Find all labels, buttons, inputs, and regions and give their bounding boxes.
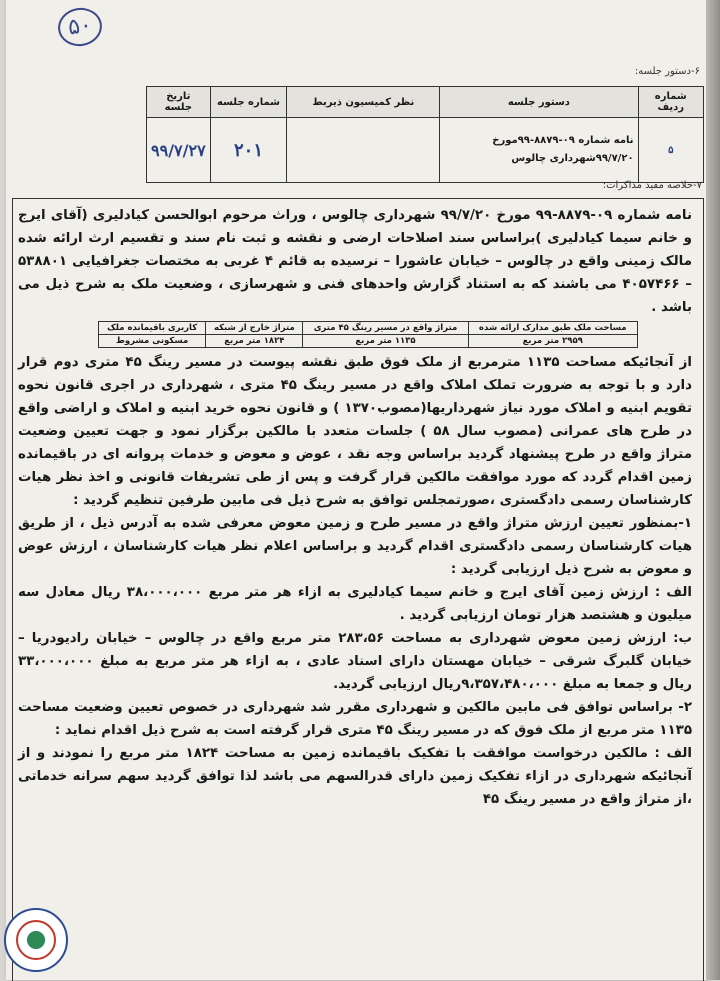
paragraph-item-1a: الف : ارزش زمین آقای ایرج و خانم سیما کیادلیری به ازاء هر متر مربع ۳۸،۰۰۰،۰۰۰ ریال معادل سه میلیون و هشتصد هزار تومان ارزیابی گردید . — [18, 585, 692, 623]
intro-paragraph: نامه شماره ۰۹-۸۸۷۹-۹۹ مورخ ۹۹/۷/۲۰ شهرداری چالوس ، وراث مرحوم ابوالحسن کیادلیری (آقای ایرج و خانم سیما کیادلیری )براساس سند اصلاحات ارضی و نقشه و ثبت نام سند و تقسیم ارث ارائه شده مالک زمینی واقع در چالوس – خیابان عاشورا – نرسیده به قائم ۴ غربی به مختصات جغرافیایی ۵۳۸۸۰۱ – ۴۰۵۷۴۶۶ می باشند که به استناد گزارش واحدهای فنی و شهرسازی ، وضعیت ملک به شرح ذیل می باشد . — [18, 208, 692, 315]
paragraph-item-2a: الف : مالکین درخواست موافقت با تفکیک باقیمانده زمین به مساحت ۱۸۲۴ متر مربع را نمودند و از آنجائیکه شهرداری در ازاء تفکیک زمین دارای قدرالسهم می باشد لذا توافق گردید سهم سرانه خدماتی ،از متراژ واقع در مسیر رینگ ۴۵ — [18, 746, 693, 807]
property-table-row — [99, 335, 638, 348]
row-number: ۵ — [638, 118, 703, 183]
agenda-section-label: ۶-دستور جلسه: — [634, 66, 700, 77]
property-usage: مسکونی مشروط — [99, 335, 206, 348]
agenda-table-row — [147, 118, 704, 183]
minutes-content — [18, 204, 692, 811]
property-area: ۲۹۵۹ متر مربع — [468, 335, 638, 348]
header-agenda: دستور جلسه — [440, 87, 638, 118]
agenda-description: نامه شماره ۰۹-۸۸۷۹-۹۹مورخ ۹۹/۷/۲۰شهرداری چالوس — [440, 118, 638, 183]
header-commission: نظر کمیسیون ذیربط — [287, 87, 440, 118]
paragraph-background: از آنجائیکه مساحت ۱۱۳۵ مترمربع از ملک فوق طبق نقشه پیوست در مسیر رینگ ۴۵ متری دوم قرار دارد و با توجه به ضرورت تملک املاک واقع در مسیر رینگ ۴۵ متری ، شهرداری در اجری قانون نحوه تقویم ابنیه و املاک مورد نیاز شهرداریها(مصوب۱۳۷۰ ) و قانون نحوه خرید ابنیه و املاک و اراضی واقع در طرح های عمرانی (مصوب سال ۵۸ ) جلسات متعدد با مالکین برگزار نمود و جهت تعیین وضعیت متراژ واقع در طرح پیشنهاد گردید براساس وجه نقد ، عوض و معوض و خدمات پروانه ای در باقیمانده زمین اقدام گردد که مورد موافقت مالکین قرار گرفت و پس از طی تشریفات قانونی و اخذ نظر هیات کارشناسان رسمی دادگستری ،صورتمجلس توافق به شرح ذیل فی مابین طرفین تنظیم گردید : — [18, 355, 692, 508]
handwritten-page-number: ۵۰ — [56, 5, 105, 49]
session-number: ۲۰۱ — [210, 118, 287, 183]
property-table — [98, 321, 638, 348]
property-ring: ۱۱۳۵ متر مربع — [303, 335, 468, 348]
property-header-outside: متراژ خارج از شبکه — [206, 322, 303, 335]
session-date: ۹۹/۷/۲۷ — [147, 118, 211, 183]
header-row-number: شماره ردیف — [638, 87, 703, 118]
header-session-date: تاریخ جلسه — [147, 87, 211, 118]
commission-opinion — [287, 118, 440, 183]
header-session-number: شماره جلسه — [210, 87, 287, 118]
paragraph-item-1b: ب: ارزش زمین معوض شهرداری به مساحت ۲۸۳،۵۶ متر مربع واقع در چالوس – خیابان رادیودریا – خیابان گلبرگ شرقی – خیابان مهستان دارای اسناد عادی ، به ازاء هر متر مربع به مبلغ ۳۳،۰۰۰،۰۰۰ ریال و جمعا به مبلغ ۹،۳۵۷،۴۸۰،۰۰۰ریال ارزیابی گردید. — [18, 631, 692, 692]
paragraph-item-2: ۲- براساس توافق فی مابین مالکین و شهرداری مقرر شد شهرداری در خصوص تعیین وضعیت مساحت ۱۱۳۵ متر مربع از ملک فوق که در مسیر رینگ ۴۵ متری قرار گرفته است به شرح ذیل اقدام نماید : — [18, 700, 692, 738]
property-header-ring: متراژ واقع در مسیر رینگ ۴۵ متری — [303, 322, 468, 335]
seal-emblem-icon — [16, 920, 56, 960]
summary-section-label: ۷-خلاصه مفید مذاکرات: — [602, 180, 702, 191]
agenda-table-header — [147, 87, 704, 118]
property-table-header — [99, 322, 638, 335]
page-edge-shadow — [706, 0, 720, 980]
council-seal-logo — [4, 908, 68, 972]
property-outside: ۱۸۲۴ متر مربع — [206, 335, 303, 348]
property-table-wrap — [18, 321, 692, 348]
agenda-table — [146, 86, 704, 183]
property-header-usage: کاربری باقیمانده ملک — [99, 322, 206, 335]
property-header-area: مساحت ملک طبق مدارک ارائه شده — [468, 322, 638, 335]
paragraph-item-1: ۱-بمنظور تعیین ارزش متراژ واقع در مسیر طرح و زمین معوض معرفی شده به آدرس ذیل ، از طریق هیات کارشناسان رسمی دادگستری اقدام گردید و براساس اعلام نظر هیات کارشناسان ، ارزش عوض و معوض به شرح ذیل ارزیابی گردید : — [18, 516, 692, 577]
